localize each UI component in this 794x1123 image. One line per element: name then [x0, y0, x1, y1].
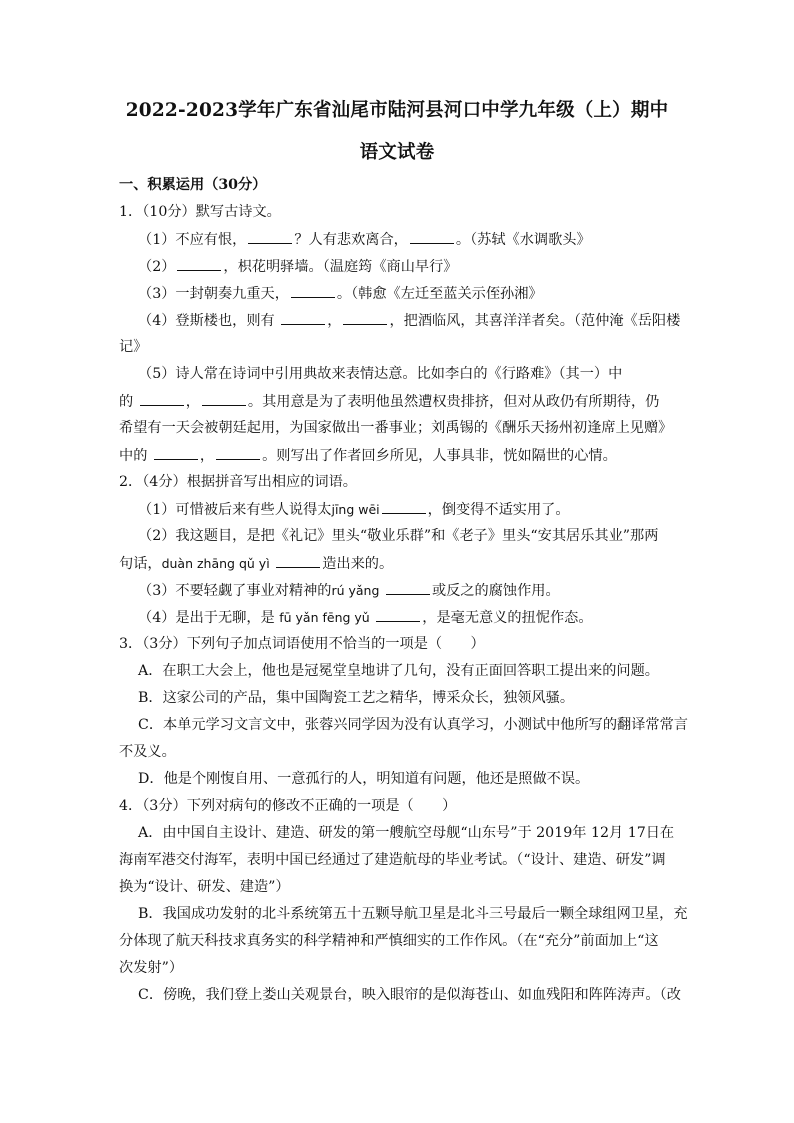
text: 中的 — [119, 448, 148, 464]
q1-line4-cont: 记》 — [119, 339, 148, 355]
blank[interactable] — [202, 391, 246, 406]
q2-line4 — [138, 607, 593, 628]
q1-line1 — [138, 229, 591, 250]
text: （4）登斯楼也，则有 — [138, 313, 275, 329]
blank[interactable] — [140, 391, 184, 406]
pinyin: rú yǎng — [331, 583, 380, 598]
q3-option-d[interactable]: D．他是个刚愎自用、一意孤行的人，明知道有问题，他还是照做不误。 — [138, 771, 590, 787]
q1-line5: （5）诗人常在诗词中引用典故来表情达意。比如李白的《行路难》（其一）中 — [138, 366, 623, 382]
q4-option-a[interactable]: A．由中国自主设计、建造、研发的第一艘航空母舰“山东号”于 2019年 12月 17日在 — [138, 825, 675, 841]
text: （1）可惜被后来有些人说得太 — [138, 502, 332, 518]
q3-option-b[interactable]: B．这家公司的产品，集中国陶瓷工艺之精华，博采众长，独领风骚。 — [138, 690, 575, 706]
blank[interactable] — [248, 229, 292, 244]
blank[interactable] — [376, 607, 420, 622]
text: （1）不应有恨， — [138, 232, 247, 248]
q3-option-c[interactable]: C．本单元学习文言文中，张蓉兴同学因为没有认真学习，小测试中他所写的翻译常常言 — [138, 717, 688, 733]
blank[interactable] — [154, 445, 198, 460]
q2-line3 — [138, 580, 560, 601]
text: 或反之的腐蚀作用。 — [431, 583, 560, 599]
blank[interactable] — [382, 499, 426, 514]
blank[interactable] — [386, 580, 430, 595]
text: ， — [327, 313, 342, 329]
exam-title-line2: 语文试卷 — [359, 142, 435, 163]
exam-title-line1: 2022-2023学年广东省汕尾市陆河县河口中学九年级（上）期中 — [125, 100, 669, 121]
q1-line5-d — [119, 445, 617, 466]
q2-line2-b — [119, 553, 393, 574]
pinyin: duàn zhāng qǔ yì — [161, 556, 270, 571]
pinyin: fū yǎn fēng yǔ — [279, 610, 370, 625]
text: 。（韩愈《左迁至蓝关示侄孙湘》 — [336, 286, 543, 302]
q4-option-a-cont1: 海南军港交付海军，表明中国已经通过了建造航母的毕业考试。（“设计、建造、研发”调 — [119, 852, 666, 868]
text: 。则写出了作者回乡所见，人事具非，恍如隔世的心情。 — [262, 448, 617, 464]
q1-line5-b — [119, 391, 659, 412]
blank[interactable] — [216, 445, 260, 460]
text: ，枳花明驿墙。（温庭筠《商山早行》 — [223, 259, 458, 275]
q2-line2: （2）我这题目，是把《礼记》里头“敬业乐群”和《老子》里头“安其居乐其业”那两 — [138, 528, 659, 544]
blank[interactable] — [281, 310, 325, 325]
section-heading: 一、积累运用（30分） — [119, 177, 267, 193]
q1-line2 — [138, 256, 458, 277]
blank[interactable] — [291, 283, 335, 298]
blank[interactable] — [343, 310, 387, 325]
q4-option-b[interactable]: B．我国成功发射的北斗系统第五十五颗导航卫星是北斗三号最后一颗全球组网卫星，充 — [138, 906, 688, 922]
text: ，把酒临风，其喜洋洋者矣。（范仲淹《岳阳楼 — [389, 313, 681, 329]
text: ？人有悲欢离合， — [294, 232, 408, 248]
text: 。（苏轼《水调歌头》 — [455, 232, 591, 248]
q4-stem: 4．（3分）下列对病句的修改不正确的一项是（ ） — [119, 798, 457, 814]
q1-line5-c: 希望有一天会被朝廷起用，为国家做出一番事业；刘禹锡的《酬乐天扬州初逢席上见赠》 — [119, 420, 673, 436]
q3-option-c-cont: 不及义。 — [119, 744, 176, 760]
text: ， — [185, 394, 200, 410]
q4-option-b-cont1: 分体现了航天科技求真务实的科学精神和严慎细实的工作作风。（在“充分”前面加上“这 — [119, 933, 659, 949]
blank[interactable] — [410, 229, 454, 244]
blank[interactable] — [276, 553, 320, 568]
text: ，是毫无意义的扭怩作态。 — [422, 610, 593, 626]
q4-option-c[interactable]: C．傍晚，我们登上娄山关观景台，映入眼帘的是似海苍山、如血残阳和阵阵涛声。（改 — [138, 987, 681, 1003]
q2-line1 — [138, 499, 570, 520]
q4-option-b-cont2: 次发射”） — [119, 960, 184, 976]
q3-stem: 3．（3分）下列句子加点词语使用不恰当的一项是（ ） — [119, 636, 485, 652]
q1-line4 — [138, 310, 680, 331]
text: （3）一封朝奏九重天， — [138, 286, 289, 302]
text: 造出来的。 — [322, 556, 394, 572]
q3-option-a[interactable]: A．在职工大会上，他也是冠冕堂皇地讲了几句，没有正面回答职工提出来的问题。 — [138, 663, 659, 679]
q1-stem: 1．（10分）默写古诗文。 — [119, 204, 281, 220]
q1-line3 — [138, 283, 543, 304]
pinyin: jīng wēi — [331, 502, 380, 517]
blank[interactable] — [177, 256, 221, 271]
q2-stem: 2．（4分）根据拼音写出相应的词语。 — [119, 474, 357, 490]
text: 的 — [119, 394, 134, 410]
text: ，倒变得不适实用了。 — [427, 502, 570, 518]
text: ， — [199, 448, 215, 464]
q4-option-a-cont2: 换为“设计、研发、建造”） — [119, 879, 290, 895]
text: （3）不要轻觑了事业对精神的 — [138, 583, 332, 599]
text: 句话， — [119, 556, 162, 572]
text: （4）是出于无聊，是 — [138, 610, 275, 626]
text: （2） — [138, 259, 176, 275]
text: 。其用意是为了表明他虽然遭权贵排挤，但对从政仍有所期待，仍 — [247, 394, 660, 410]
